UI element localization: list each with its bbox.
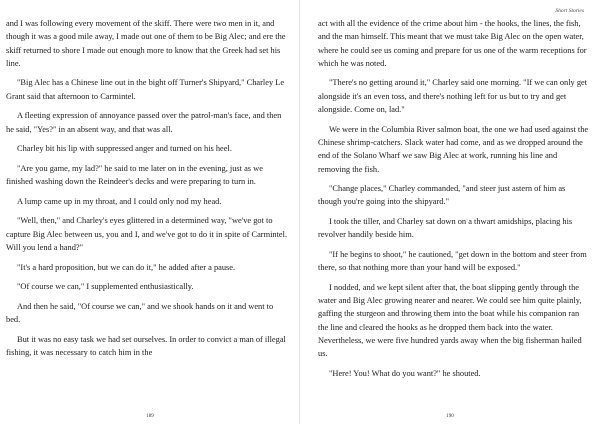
right-page <box>300 0 600 424</box>
paragraph: "Here! You! What do you want?" he shouted. <box>329 368 481 378</box>
paragraph: And then he said, "Of course we can," and we shook hands on it and went to bed. <box>6 301 274 325</box>
left-page-number: 189 <box>146 414 154 419</box>
paragraph: and I was following every movement of the skiff. There were two men in it, and though it was a good mile away, I made out one of them to be Big Alec; and ere the skiff returned to shore I made out enough more to know that the Greek had set his line. <box>6 19 286 68</box>
paragraph: A lump came up in my throat, and I could only nod my head. <box>17 196 222 206</box>
paragraph: We were in the Columbia River salmon boat, the one we had used against the Chinese shrimp-catchers. Slack water had come, and as we dropped around the end of the Solano Wharf we saw Big Alec at work, running his line and removing the fish. <box>318 124 589 174</box>
paragraph: "Well, then," and Charley's eyes glittered in a determined way, "we've got to capture Big Alec between us, you and I, and we've got to do it in spite of Carmintel. Will you lend a hand?" <box>6 216 288 252</box>
paragraph: "Of course we can," I supplemented enthusiastically. <box>17 282 194 292</box>
running-head: Short Stories <box>555 8 584 14</box>
paragraph: I nodded, and we kept silent after that, the boat slipping gently through the water and Big Alec growing nearer and nearer. We could see him quite plainly, gaffing the sturgeon and throwing them into the boat while his companion ran the line and cleared the hooks as he dropped them back into the water. Nevertheless, we were five hundred yards away when the big fisherman hailed us. <box>318 282 582 359</box>
paragraph: "Are you game, my lad?" he said to me later on in the evening, just as we finished washing down the Reindeer's decks and were preparing to turn in. <box>6 163 263 187</box>
right-page-text <box>318 17 590 380</box>
paragraph: "If he begins to shoot," he cautioned, "get down in the bottom and steer from there, so that nothing more than your hand will be exposed." <box>318 249 587 273</box>
paragraph: Charley bit his lip with suppressed anger and turned on his heel. <box>17 144 232 154</box>
paragraph: "There's no getting around it," Charley said one morning. "If we can only get alongside it's an even toss, and there's nothing left for us but to try and get alongside. Come on, lad." <box>318 78 588 115</box>
paragraph: act with all the evidence of the crime about him - the hooks, the lines, the fish, and the man himself. This meant that we must take Big Alec on the open water, where he could see us coming and prepare for us one of the warm receptions for which he was noted. <box>318 19 587 68</box>
left-page-text <box>6 17 288 359</box>
paragraph: But it was no easy task we had set ourselves. In order to convict a man of illegal fishing, it was necessary to catch him in the <box>6 334 286 357</box>
paragraph: A fleeting expression of annoyance passed over the patrol-man's face, and then he said, "Yes?" in an absent way, and that was all. <box>6 111 282 134</box>
paragraph: I took the tiller, and Charley sat down on a thwart amidships, placing his revolver handily beside him. <box>318 217 573 240</box>
paragraph: "Change places," Charley commanded, "and steer just astern of him as though you're going into the shipyard." <box>318 184 566 207</box>
paragraph: "Big Alec has a Chinese line out in the bight off Turner's Shipyard," Charley Le Grant said that afternoon to Carmintel. <box>6 78 285 101</box>
right-page-number: 190 <box>446 414 454 419</box>
paragraph: "It's a hard proposition, but we can do it," he added after a pause. <box>17 262 236 272</box>
